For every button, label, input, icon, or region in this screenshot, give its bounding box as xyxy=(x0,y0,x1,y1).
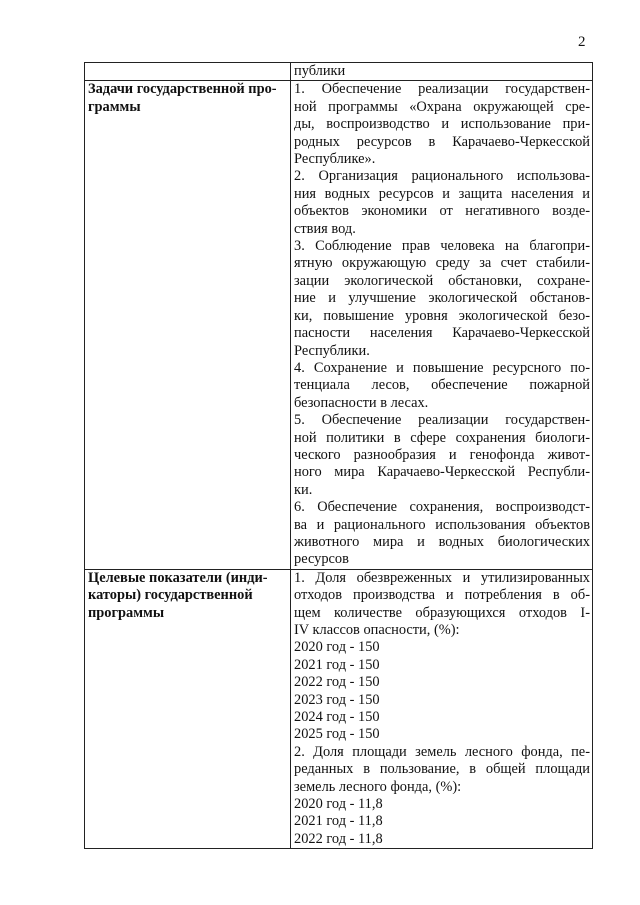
content-line: 2022 год - 150 xyxy=(294,674,380,691)
content-line: ки, повышение уровня экологической безо- xyxy=(294,307,590,324)
content-line: публики xyxy=(294,63,346,79)
content-line: 2020 год - 150 xyxy=(294,639,380,656)
content-line: 2021 год - 150 xyxy=(294,656,380,673)
content-line: отходов производства и потребления в об- xyxy=(294,587,590,604)
content-line: ной политики в сфере сохранения биологи- xyxy=(294,429,590,446)
content-line: 1. Доля обезвреженных и утилизированных xyxy=(294,569,590,586)
row-content-cell xyxy=(291,81,593,569)
content-line: щем количестве образующихся отходов I- xyxy=(294,604,590,621)
content-line: объектов экономики от негативного возде- xyxy=(294,203,590,220)
table-row xyxy=(85,63,593,81)
content-line: ва и рационального использования объектов xyxy=(294,516,590,533)
table-row xyxy=(85,569,593,849)
content-line: безопасности в лесах. xyxy=(294,394,429,411)
row-label: Задачи государственной про- граммы xyxy=(88,81,277,115)
content-line: 2022 год - 11,8 xyxy=(294,830,383,847)
table-row xyxy=(85,81,593,569)
content-line: родных ресурсов в Карачаево-Черкесской xyxy=(294,133,590,150)
content-line: ствия вод. xyxy=(294,220,356,237)
content-line: ной программы «Охрана окружающей сре- xyxy=(294,98,590,115)
content-line: ды, воспроизводство и использование при- xyxy=(294,116,590,133)
content-line: ного мира Карачаево-Черкесской Республи- xyxy=(294,464,590,481)
content-line: Республике». xyxy=(294,151,376,168)
content-line: 2020 год - 11,8 xyxy=(294,796,383,813)
content-line: земель лесного фонда, (%): xyxy=(294,778,462,795)
content-line: ние и улучшение экологической обстанов- xyxy=(294,290,590,307)
content-line: ятную окружающую среду за счет стабили- xyxy=(294,255,590,272)
content-line: 2023 год - 150 xyxy=(294,691,380,708)
content-line: 2025 год - 150 xyxy=(294,726,380,743)
content-line: 5. Обеспечение реализации государствен- xyxy=(294,412,590,429)
content-line: 2. Организация рационального использова- xyxy=(294,168,590,185)
content-line: реданных в пользование, в общей площади xyxy=(294,761,590,778)
content-line: 2. Доля площади земель лесного фонда, пе- xyxy=(294,743,590,760)
content-line: 2021 год - 11,8 xyxy=(294,813,383,830)
row-content-cell xyxy=(291,63,593,81)
content-line: 2024 год - 150 xyxy=(294,709,380,726)
row-label: Целевые показатели (инди- каторы) государственной программы xyxy=(88,569,268,621)
content-line: пасности населения Карачаево-Черкесской xyxy=(294,325,590,342)
content-line: животного мира и водных биологических xyxy=(294,533,590,550)
program-passport-table xyxy=(84,62,593,849)
content-line: 1. Обеспечение реализации государствен- xyxy=(294,81,590,98)
content-line: 3. Соблюдение прав человека на благопри- xyxy=(294,238,590,255)
content-line: 4. Сохранение и повышение ресурсного по- xyxy=(294,359,590,376)
content-line: ки. xyxy=(294,481,313,498)
page-number: 2 xyxy=(578,34,586,50)
content-line: Республики. xyxy=(294,342,370,359)
row-label-cell xyxy=(85,63,291,81)
content-line: IV классов опасности, (%): xyxy=(294,622,460,638)
row-content-cell xyxy=(291,569,593,849)
content-line: тенциала лесов, обеспечение пожарной xyxy=(294,377,590,394)
content-line: ческого разнообразия и генофонда живот- xyxy=(294,446,590,463)
row-label-cell xyxy=(85,569,291,849)
row-label-cell xyxy=(85,81,291,569)
content-line: 6. Обеспечение сохранения, воспроизводст- xyxy=(294,499,590,516)
content-line: зации экологической обстановки, сохране- xyxy=(294,272,590,289)
content-line: ния водных ресурсов и защита населения и xyxy=(294,185,590,202)
content-line: ресурсов xyxy=(294,551,349,568)
